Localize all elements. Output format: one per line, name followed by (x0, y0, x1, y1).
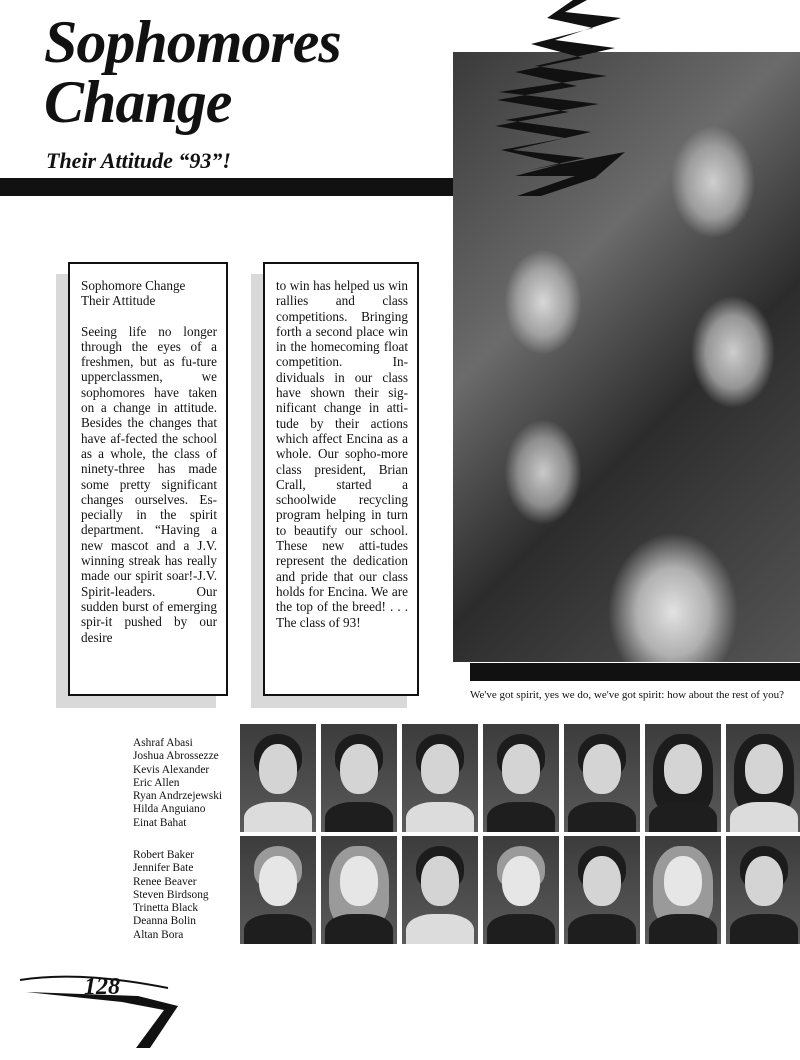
article-text-column-2: to win has helped us win rallies and class competitions. Bringing forth a second place win in the homecoming float competition. In-dividuals in our class have shown their sig-nificant change in atti-tude by their actions which affect Encina as a whole. Our sopho-more class president, Brian Crall, started a schoolwide recycling program helping in turn to beautify our school. These new atti-tudes represent the dedication and pride that our class holds for Encina. We are the top of the breed! . . . The class of 93! (276, 278, 408, 630)
page-subtitle: Their Attitude “93”! (46, 148, 231, 173)
student-portrait (564, 836, 640, 944)
student-portrait (483, 836, 559, 944)
article-column-2 (263, 262, 419, 696)
name-list-row-2 (133, 849, 209, 942)
article-column-1 (68, 262, 228, 696)
title-line-1: Sophomores (44, 9, 341, 75)
student-portrait (564, 724, 640, 832)
student-name: Ashraf Abasi (133, 737, 193, 749)
page-number: 128 (84, 974, 120, 1000)
student-name: Ryan Andrzejewski (133, 790, 223, 803)
photo-rule (470, 663, 800, 681)
photo-caption: We've got spirit, yes we do, we've got spirit: how about the rest of you? (470, 689, 785, 701)
student-name: Eric Allen (133, 776, 180, 789)
student-name: Deanna Bolin (133, 915, 196, 928)
student-portrait (321, 836, 397, 944)
student-name: Trinetta Black (133, 902, 199, 915)
student-portrait (402, 724, 478, 832)
article-text-column-1: Seeing life no longer through the eyes of a freshmen, but as fu-ture upperclassmen, we sophomores have taken on a change in attitude. Besides the changes that have af-fected the school as a whole, the class of ninety-three has made some pretty significant changes ourselves. Es-pecially in the spirit department. “Having a new mascot and a J.V. winning streak has really made our spirit soar!-J.V. Spirit-leaders. Our sudden burst of emerging spir-it pushed by our desire (81, 323, 217, 645)
portrait-grid (240, 724, 800, 944)
name-list-row-1 (133, 737, 222, 830)
student-portrait (645, 836, 721, 944)
student-name: Steven Birdsong (133, 888, 209, 901)
student-name: Jennifer Bate (133, 862, 194, 875)
student-portrait (645, 724, 721, 832)
student-name: Joshua Abrossezze (133, 750, 219, 763)
student-name: Altan Bora (133, 928, 184, 941)
student-name: Hilda Anguiano (133, 803, 206, 816)
student-name: Renee Beaver (133, 875, 197, 888)
student-name: Robert Baker (133, 849, 195, 861)
student-portrait (321, 724, 397, 832)
article-heading (81, 278, 217, 309)
student-portrait (402, 836, 478, 944)
student-portrait (483, 724, 559, 832)
title-line-2: Change (44, 69, 232, 135)
article-heading-line-2: Their Attitude (81, 293, 156, 309)
student-portrait (240, 724, 316, 832)
student-portrait (726, 724, 800, 832)
student-portrait (726, 836, 800, 944)
student-portrait (240, 836, 316, 944)
student-name: Einat Bahat (133, 816, 187, 829)
lightning-bolt-decoration (495, 0, 635, 200)
article-heading-line-1: Sophomore Change (81, 278, 186, 293)
page-title (44, 9, 341, 135)
student-name: Kevis Alexander (133, 763, 210, 776)
